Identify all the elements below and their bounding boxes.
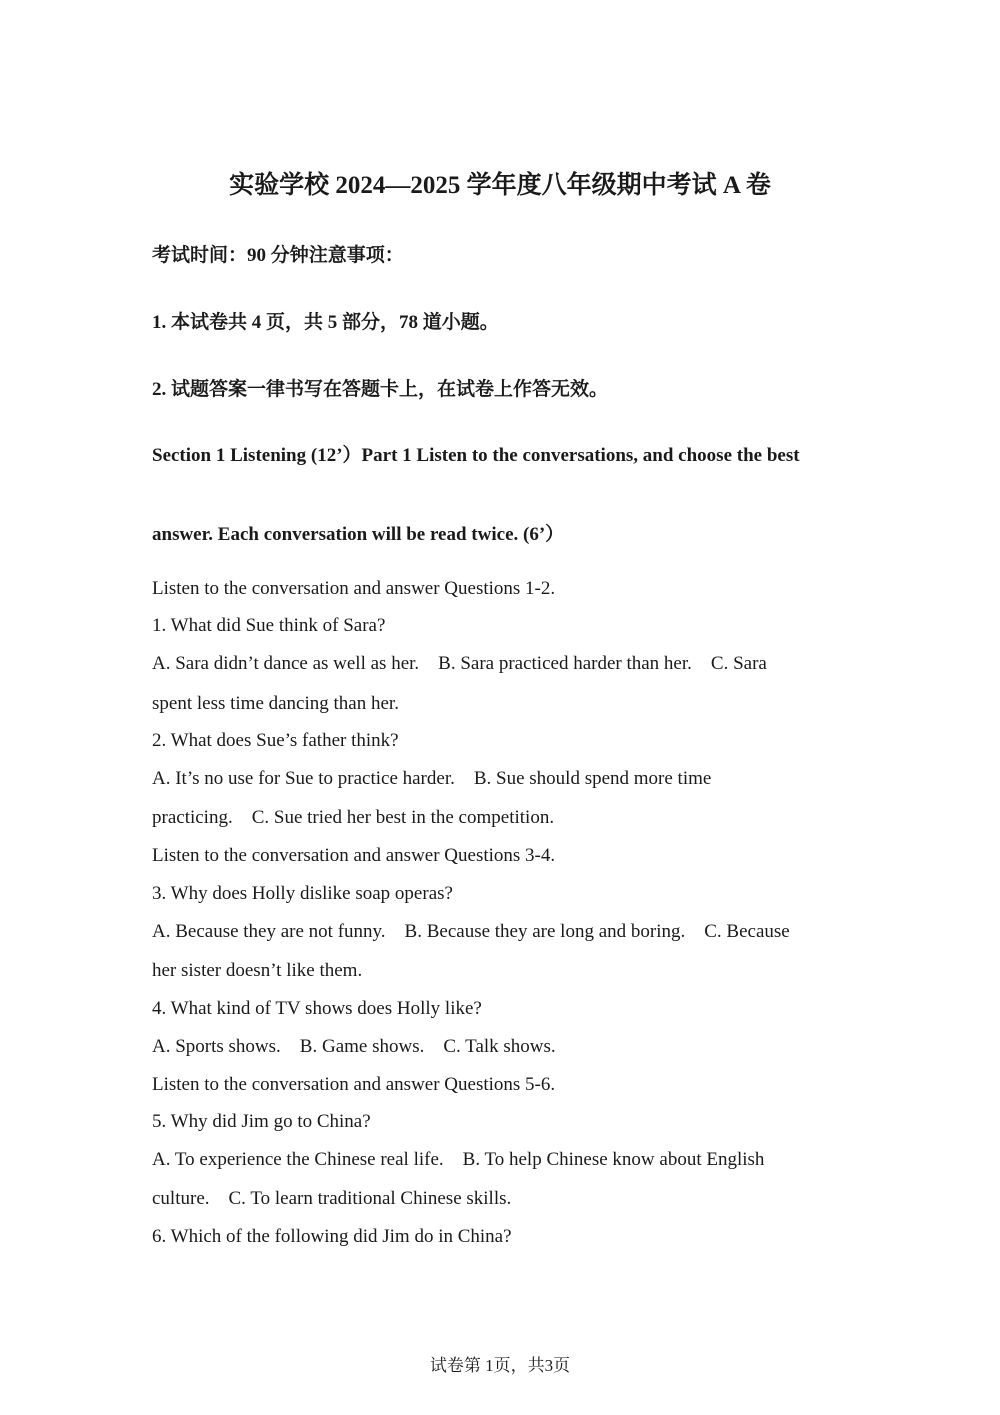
note-1: 1. 本试卷共 4 页，共 5 部分，78 道小题。	[152, 312, 499, 333]
instruction-q3-4: Listen to the conversation and answer Questions 3-4.	[152, 845, 556, 866]
question-3-options-cont: her sister doesn’t like them.	[152, 960, 363, 981]
question-4: 4. What kind of TV shows does Holly like?	[152, 998, 482, 1019]
instruction-q5-6: Listen to the conversation and answer Questions 5-6.	[152, 1074, 556, 1095]
question-2-options-cont: practicing. C. Sue tried her best in the competition.	[152, 807, 555, 828]
question-3-options: A. Because they are not funny. B. Because they are long and boring. C. Because	[152, 921, 790, 942]
question-2-options: A. It’s no use for Sue to practice harder. B. Sue should spend more time	[152, 768, 712, 789]
question-1: 1. What did Sue think of Sara?	[152, 615, 386, 636]
question-1-options-cont: spent less time dancing than her.	[152, 693, 399, 714]
question-6: 6. Which of the following did Jim do in China?	[152, 1226, 512, 1247]
question-5-options: A. To experience the Chinese real life. B. To help Chinese know about English	[152, 1149, 765, 1170]
page-footer: 试卷第 1页，共3页	[429, 1356, 571, 1375]
note-2: 2. 试题答案一律书写在答题卡上，在试卷上作答无效。	[152, 379, 609, 400]
page-title: 实验学校 2024—2025 学年度八年级期中考试 A 卷	[229, 172, 771, 199]
exam-info: 考试时间：90 分钟注意事项：	[152, 245, 404, 266]
instruction-q1-2: Listen to the conversation and answer Questions 1-2.	[152, 578, 556, 599]
question-1-options: A. Sara didn’t dance as well as her. B. Sara practiced harder than her. C. Sara	[152, 653, 767, 674]
question-5: 5. Why did Jim go to China?	[152, 1111, 371, 1132]
section-heading-line-1: Section 1 Listening (12’）Part 1 Listen to the conversations, and choose the best	[152, 445, 800, 466]
section-heading-line-2: answer. Each conversation will be read twice. (6’）	[152, 524, 565, 545]
question-2: 2. What does Sue’s father think?	[152, 730, 399, 751]
question-3: 3. Why does Holly dislike soap operas?	[152, 883, 453, 904]
question-5-options-cont: culture. C. To learn traditional Chinese skills.	[152, 1188, 512, 1209]
question-4-options: A. Sports shows. B. Game shows. C. Talk shows.	[152, 1036, 556, 1057]
